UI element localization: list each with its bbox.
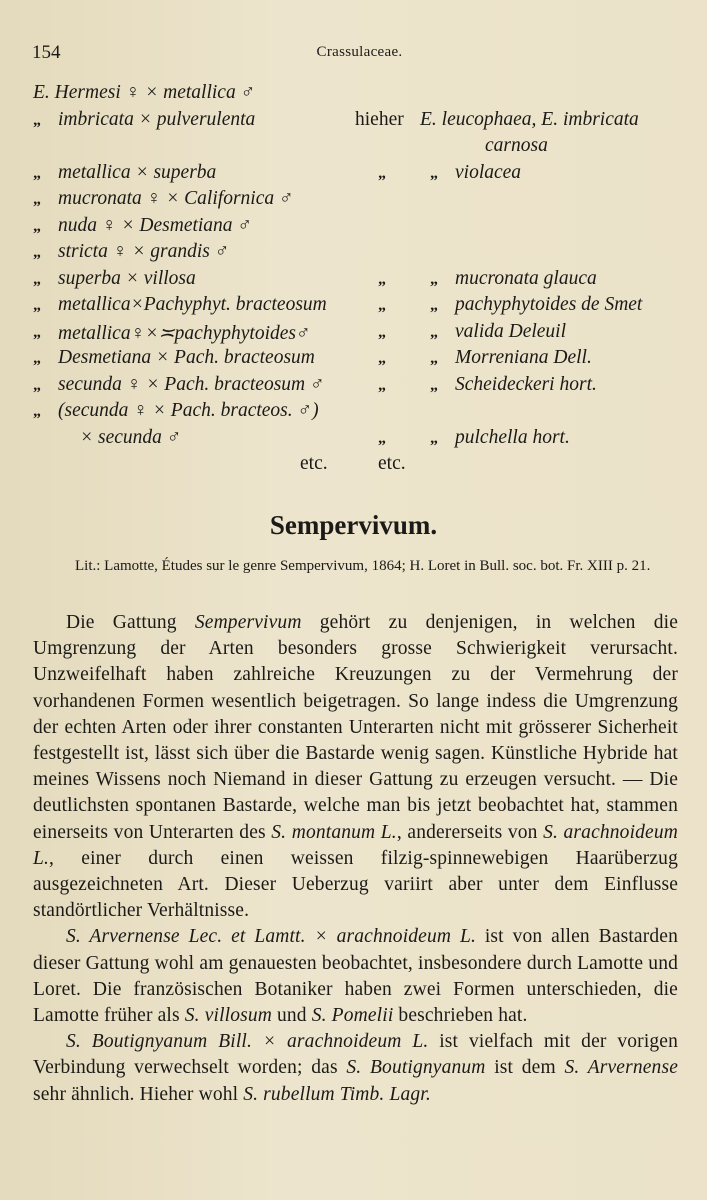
synonym: Morreniana Dell.: [455, 347, 592, 368]
ditto-mark: „: [378, 297, 386, 314]
taxon-name: S. rubellum Timb. Lagr.: [243, 1083, 431, 1105]
hybrid-row: [0, 347, 707, 374]
ditto-mark: „: [430, 323, 438, 341]
synonym: violacea: [455, 161, 522, 183]
body-text: [33, 610, 678, 1108]
taxon-name: S. villosum: [184, 1005, 272, 1027]
ditto-mark: „: [430, 164, 438, 182]
ditto-mark: „: [378, 350, 386, 367]
page-header: [32, 42, 687, 66]
hybrid-formula: metallica♀×≍pachyphytoides♂: [58, 322, 311, 344]
ditto-mark: „: [378, 429, 386, 447]
synonym: valida Deleuil: [455, 320, 567, 342]
taxon-name: S. Arvernense Lec. et Lamtt. × arachnoideum L.: [66, 926, 476, 948]
ditto-mark: „: [430, 350, 438, 367]
hybrid-formula: stricta ♀ × grandis ♂: [58, 241, 230, 262]
hybrid-row: [0, 188, 707, 215]
hybrid-row-continuation: [0, 135, 707, 162]
hybrid-row: [0, 427, 707, 454]
paragraph: S. Boutignyanum Bill. × arachnoideum L. ist vielfach mit der vorigen Verbindung verwechselt worden; das S. Boutignyanum ist dem S. Arvernense sehr ähnlich. Hieher wohl S. rubellum Timb. Lagr.: [33, 1031, 679, 1105]
synonym: Scheideckeri hort.: [455, 373, 597, 395]
taxon-name: Sempervivum: [194, 612, 302, 633]
ditto-mark: „: [33, 164, 41, 182]
hybrid-formula: nuda ♀ × Desmetiana ♂: [58, 214, 253, 236]
ditto-mark: „: [430, 297, 438, 314]
ditto-mark: „: [430, 270, 438, 288]
hybrid-row: [0, 321, 707, 348]
hybrid-row: [0, 215, 707, 242]
hybrid-formula: metallica×Pachyphyt. bracteosum: [58, 294, 327, 315]
hieher-label: hieher: [355, 108, 404, 130]
ditto-mark: „: [378, 376, 386, 394]
etc-label: etc.: [378, 453, 406, 474]
hybrid-list: [0, 82, 707, 480]
literature-reference: Lit.: Lamotte, Études sur le genre Sempervivum, 1864; H. Loret in Bull. soc. bot. Fr. XIII p. 21.: [75, 558, 651, 574]
hybrid-formula: (secunda ♀ × Pach. bracteos. ♂): [58, 400, 319, 421]
synonym: carnosa: [485, 135, 548, 156]
ditto-mark: „: [33, 270, 41, 288]
hybrid-row: [0, 82, 707, 109]
taxon-name: S. Arvernense: [564, 1057, 679, 1079]
hybrid-formula: Desmetiana × Pach. bracteosum: [58, 347, 315, 368]
taxon-name: S. arachnoideum L.: [33, 821, 678, 869]
hybrid-row: [0, 294, 707, 321]
etc-row: [0, 453, 707, 480]
hybrid-row: [0, 374, 707, 401]
ditto-mark: „: [33, 350, 41, 367]
synonym: mucronata glauca: [455, 267, 597, 289]
hybrid-formula: metallica × superba: [58, 161, 217, 183]
section-title: Sempervivum.: [269, 510, 438, 540]
running-title: Crassulaceae.: [316, 44, 403, 60]
synonym: pachyphytoides de Smet: [455, 294, 643, 315]
page-number: 154: [32, 42, 61, 63]
ditto-mark: „: [33, 244, 41, 261]
ditto-mark: „: [430, 376, 438, 394]
ditto-mark: „: [33, 403, 41, 420]
taxon-name: S. Pomelii: [311, 1005, 394, 1027]
ditto-mark: „: [33, 111, 41, 129]
synonym: pulchella hort.: [455, 426, 570, 448]
ditto-mark: „: [33, 191, 41, 208]
paragraph: S. Arvernense Lec. et Lamtt. × arachnoideum L. ist von allen Bastarden dieser Gattung wohl am genauesten beobachtet, insbesondere durch Lamotte und Loret. Die französischen Botaniker haben zwei Formen unterschieden, die Lamotte früher als S. villosum und S. Pomelii beschrieben hat.: [33, 926, 678, 1027]
taxon-name: S. Boutignyanum: [346, 1057, 486, 1079]
hybrid-formula: × secunda ♂: [80, 426, 182, 448]
ditto-mark: „: [33, 217, 41, 235]
ditto-mark: „: [33, 376, 41, 394]
taxon-name: S. montanum L.: [271, 821, 397, 843]
ditto-mark: „: [33, 323, 41, 341]
ditto-mark: „: [430, 429, 438, 447]
hybrid-row: [0, 109, 707, 136]
hybrid-formula: E. Hermesi ♀ × metallica ♂: [33, 82, 256, 103]
taxon-name: S. Boutignyanum Bill. × arachnoideum L.: [66, 1031, 429, 1053]
hybrid-row: [0, 241, 707, 268]
hybrid-row: [0, 268, 707, 295]
synonym: E. leucophaea, E. imbricata: [420, 108, 639, 130]
hybrid-row: [0, 400, 707, 427]
etc-label: etc.: [300, 453, 328, 474]
hybrid-formula: mucronata ♀ × Californica ♂: [58, 188, 294, 209]
hybrid-formula: imbricata × pulverulenta: [58, 108, 256, 130]
hybrid-row: [0, 162, 707, 189]
hybrid-formula: superba × villosa: [58, 267, 196, 289]
ditto-mark: „: [378, 164, 386, 182]
paragraph: Die Gattung Sempervivum gehört zu denjenigen, in welchen die Umgrenzung der Arten besonders grosse Schwierigkeit verursacht. Unzweifelhaft haben zahlreiche Kreuzungen zu der Vermehrung der vorhandenen Formen wesentlich beigetragen. So lange indess die Umgrenzung der echten Arten oder ihrer constanten Unterarten nicht mit grösserer Sicherheit festgestellt ist, lässt sich über die Bastarde wenig sagen. Künstliche Hybride hat meines Wissens noch Niemand in dieser Gattung zu erzeugen versucht. — Die deutlichsten spontanen Bastarde, welche man bis jetzt beobachtet hat, stammen einerseits von Unterarten des S. montanum L., andererseits von S. arachnoideum L., einer durch einen weissen filzig-spinnewebigen Haarüberzug ausgezeichneten Art. Dieser Ueberzug variirt aber unter dem Einflusse standörtlicher Verhältnisse.: [33, 612, 678, 922]
ditto-mark: „: [378, 323, 386, 341]
hybrid-formula: secunda ♀ × Pach. bracteosum ♂: [58, 373, 325, 395]
ditto-mark: „: [33, 297, 41, 314]
ditto-mark: „: [378, 270, 386, 288]
